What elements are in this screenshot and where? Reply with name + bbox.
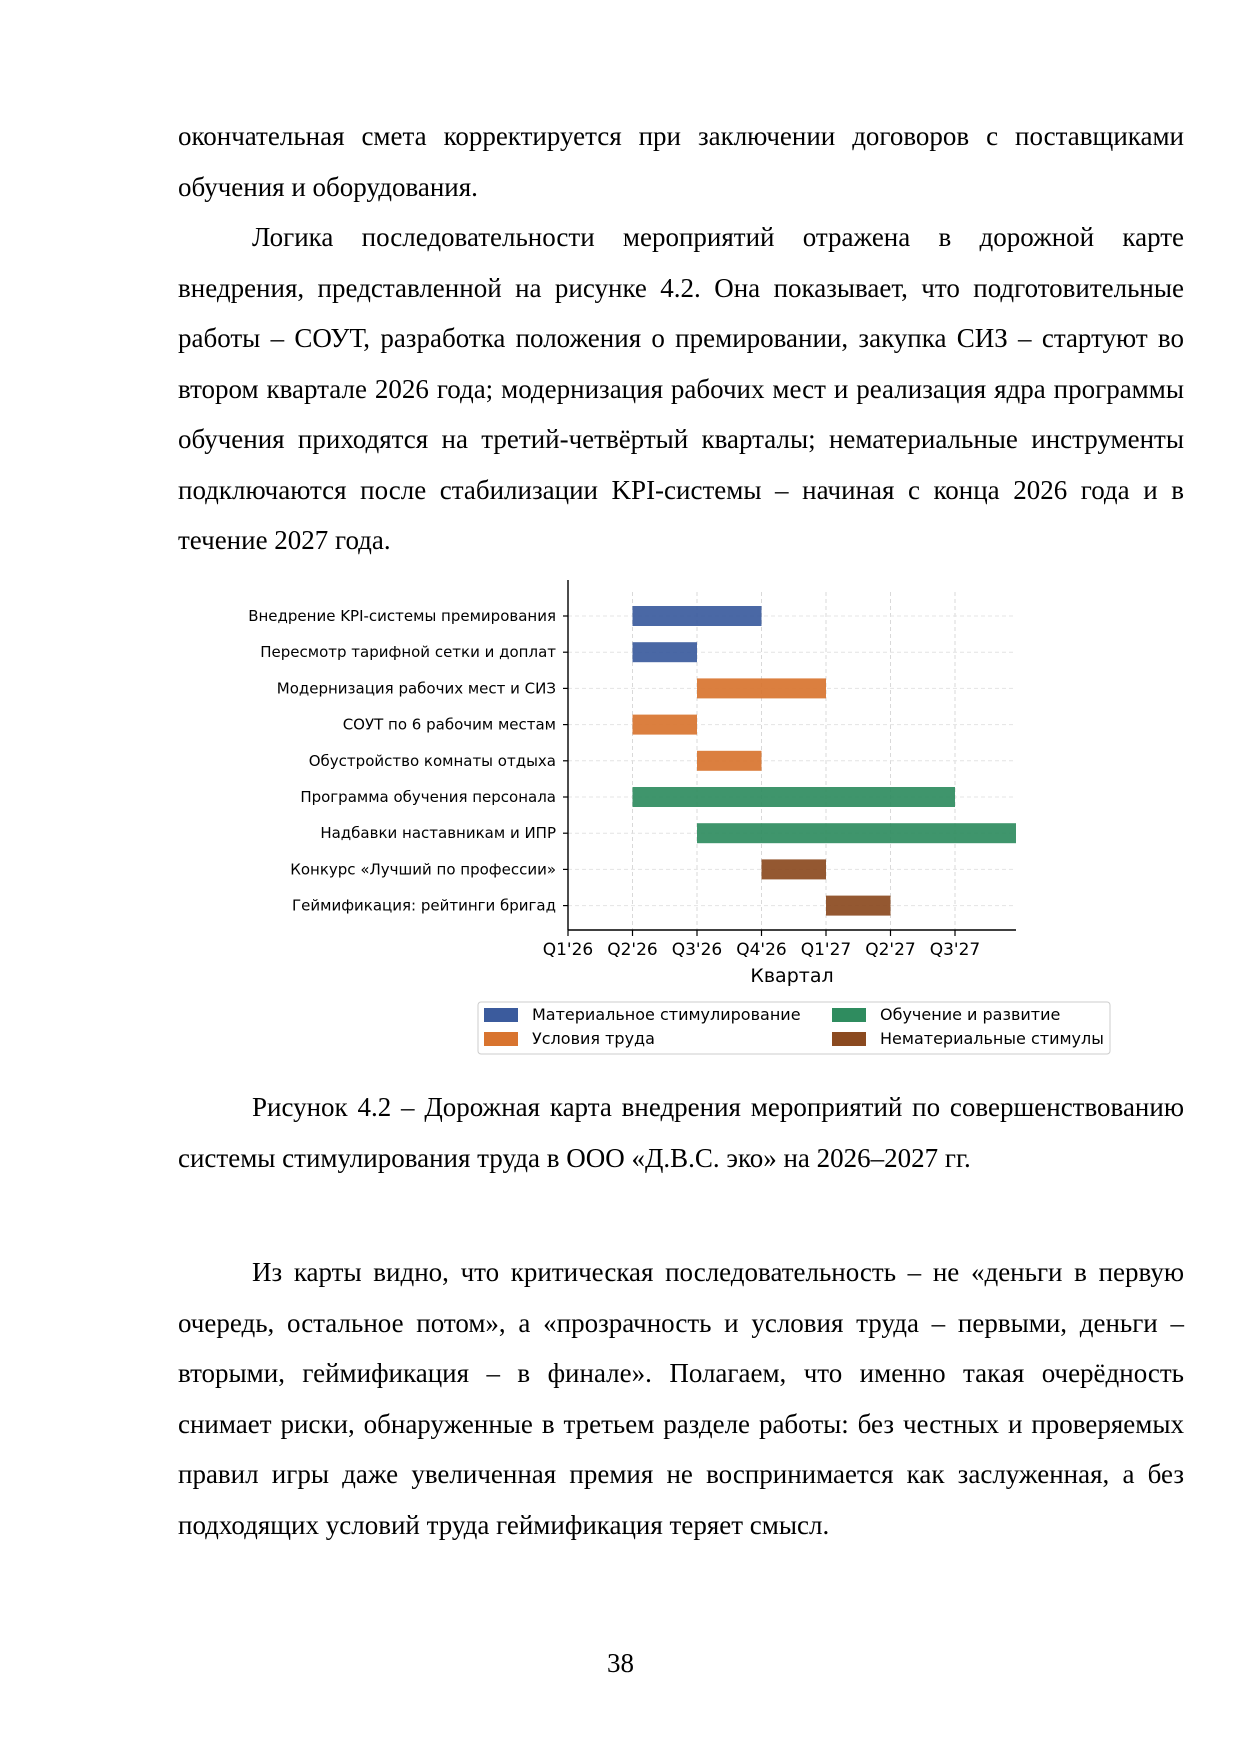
task-label: Надбавки наставникам и ИПР (320, 824, 556, 843)
x-tick-label: Q2'27 (865, 940, 916, 960)
legend-label: Условия труда (532, 1029, 655, 1048)
legend-label: Нематериальные стимулы (880, 1029, 1104, 1048)
x-tick-label: Q4'26 (736, 940, 787, 960)
paragraph-3 (178, 1247, 1184, 1550)
task-label: Конкурс «Лучший по профессии» (290, 860, 556, 879)
x-tick-label: Q1'27 (800, 940, 852, 960)
page-number: 38 (607, 1648, 634, 1678)
x-tick-label: Q3'26 (671, 940, 723, 960)
x-tick-label: Q2'26 (607, 940, 658, 960)
x-axis-title: Квартал (750, 965, 834, 987)
task-label: Модернизация рабочих мест и СИЗ (276, 679, 556, 698)
gantt-bar (697, 678, 826, 698)
figure-caption-text: Рисунок 4.2 – Дорожная карта внедрения мероприятий по совершенствованию системы стимулирования труда в ООО «Д.В.С. эко» на 2026–2027 гг. (178, 1092, 1184, 1173)
legend-swatch (832, 1008, 866, 1022)
gantt-bar (633, 642, 698, 662)
gantt-bar (697, 823, 1016, 843)
task-label: СОУТ по 6 рабочим местам (342, 715, 556, 734)
paragraph-1 (178, 111, 1184, 212)
legend-label: Обучение и развитие (880, 1005, 1061, 1024)
paragraph-2 (178, 212, 1184, 566)
task-label: Геймификация: рейтинги бригад (292, 896, 556, 915)
legend-swatch (484, 1032, 518, 1046)
gantt-bar (633, 606, 762, 626)
gantt-bar (633, 787, 956, 807)
figure-caption (178, 1082, 1184, 1183)
paragraph-2-text: Логика последовательности мероприятий отражена в дорожной карте внедрения, представленной на рисунке 4.2. Она показывает, что подготовительные работы – СОУТ, разработка положения о премировании, закупка СИЗ – стартуют во втором квартале 2026 года; модернизация рабочих мест и реализация ядра программы обучения приходятся на третий-четвёртый кварталы; нематериальные инструменты подключаются после стабилизации KPI-системы – начиная с конца 2026 года и в течение 2027 года. (178, 222, 1184, 555)
legend-swatch (832, 1032, 866, 1046)
task-label: Внедрение KPI-системы премирования (248, 607, 556, 625)
gantt-bar (826, 896, 891, 916)
legend-swatch (484, 1008, 518, 1022)
task-label: Обустройство комнаты отдыха (308, 751, 556, 770)
x-tick-label: Q3'27 (929, 940, 981, 960)
gantt-bar (697, 751, 762, 771)
x-tick-label: Q1'26 (542, 940, 594, 960)
paragraph-3-text: Из карты видно, что критическая последовательность – не «деньги в первую очередь, остальное потом», а «прозрачность и условия труда – первыми, деньги – вторыми, геймификация – в финале». Полагаем, что именно такая очерёдность снимает риски, обнаруженные в третьем разделе работы: без честных и проверяемых правил игры даже увеличенная премия не воспринимается как заслуженная, а без подходящих условий труда геймификация теряет смысл. (178, 1257, 1184, 1540)
paragraph-1-text: окончательная смета корректируется при заключении договоров с поставщиками обучения и оборудования. (178, 121, 1184, 202)
task-label: Пересмотр тарифной сетки и доплат (260, 643, 556, 662)
gantt-bar (762, 859, 827, 879)
gantt-bar (633, 715, 698, 735)
roadmap-gantt-chart (0, 570, 1241, 1090)
legend-label: Материальное стимулирование (532, 1005, 801, 1024)
task-label: Программа обучения персонала (300, 788, 556, 806)
